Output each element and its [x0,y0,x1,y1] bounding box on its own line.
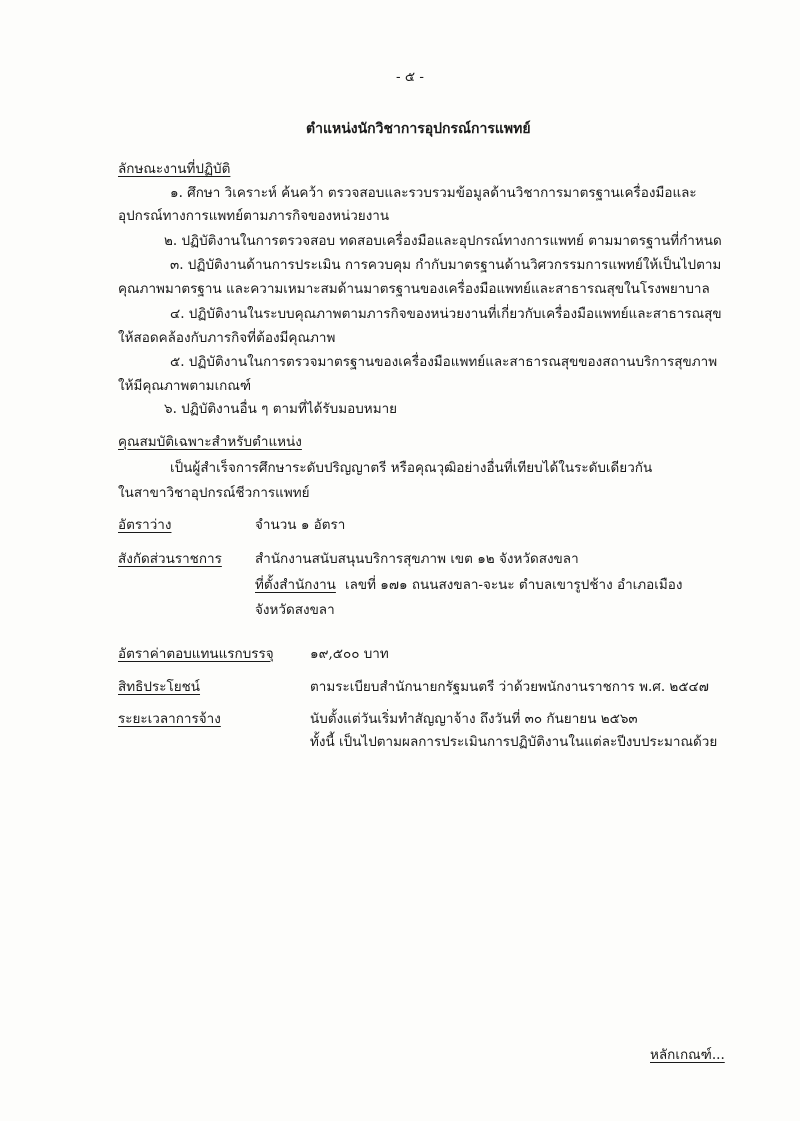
duty-line: ให้สอดคล้องกับภารกิจที่ต้องมีคุณภาพ [118,330,336,346]
duty-line: อุปกรณ์ทางการแพทย์ตามภารกิจของหน่วยงาน [118,208,390,224]
continuation-text: หลักเกณฑ์... [650,1047,725,1063]
salary-label: อัตราค่าตอบแทนแรกบรรจุ [118,646,274,662]
duty-line: ๖. ปฏิบัติงานอื่น ๆ ตามที่ได้รับมอบหมาย [164,401,398,417]
location-cont: จังหวัดสงขลา [255,602,335,618]
term-line-2: ทั้งนี้ เป็นไปตามผลการประเมินการปฏิบัติงานในแต่ละปีงบประมาณด้วย [310,734,718,750]
duties-heading: ลักษณะงานที่ปฏิบัติ [118,161,231,177]
vacancy-label: อัตราว่าง [118,517,172,533]
affiliation-label: สังกัดส่วนราชการ [118,551,222,567]
vacancy-value: จำนวน ๑ อัตรา [255,517,346,533]
duty-line: ๕. ปฏิบัติงานในการตรวจมาตรฐานของเครื่องมือแพทย์และสาธารณสุขของสถานบริการสุขภาพ [170,354,718,370]
duty-line: ๓. ปฏิบัติงานด้านการประเมิน การควบคุม กำกับมาตรฐานด้านวิศวกรรมการแพทย์ให้เป็นไปตาม [170,257,722,273]
duty-line: ๔. ปฏิบัติงานในระบบคุณภาพตามภารกิจของหน่วยงานที่เกี่ยวกับเครื่องมือแพทย์และสาธารณสุข [170,306,722,322]
benefits-label: สิทธิประโยชน์ [118,679,201,695]
page-number: - ๕ - [396,69,424,85]
duty-line: คุณภาพมาตรฐาน และความเหมาะสมด้านมาตรฐานของเครื่องมือแพทย์และสาธารณสุขในโรงพยาบาล [118,281,710,297]
term-line-1: นับตั้งแต่วันเริ่มทำสัญญาจ้าง ถึงวันที่ ๓๐ กันยายน ๒๕๖๓ [310,711,638,727]
affiliation-office: สำนักงานสนับสนุนบริการสุขภาพ เขต ๑๒ จังหวัดสงขลา [255,551,579,567]
qualification-line: เป็นผู้สำเร็จการศึกษาระดับปริญญาตรี หรือคุณวุฒิอย่างอื่นที่เทียบได้ในระดับเดียวกัน [170,460,653,476]
duty-line: ๑. ศึกษา วิเคราะห์ ค้นคว้า ตรวจสอบและรวบรวมข้อมูลด้านวิชาการมาตรฐานเครื่องมือและ [170,185,697,201]
qualification-line: ในสาขาวิชาอุปกรณ์ชีวการแพทย์ [118,485,310,501]
location-label: ที่ตั้งสำนักงาน [255,577,336,593]
duty-line: ให้มีคุณภาพตามเกณฑ์ [118,378,252,394]
salary-value: ๑๙,๕๐๐ บาท [310,646,389,662]
qualifications-heading: คุณสมบัติเฉพาะสำหรับตำแหน่ง [118,434,302,450]
location-value: เลขที่ ๑๗๑ ถนนสงขลา-จะนะ ตำบลเขารูปช้าง อำเภอเมือง [345,577,683,593]
document-title: ตำแหน่งนักวิชาการอุปกรณ์การแพทย์ [306,121,531,137]
term-label: ระยะเวลาการจ้าง [118,711,221,727]
benefits-value: ตามระเบียบสำนักนายกรัฐมนตรี ว่าด้วยพนักงานราชการ พ.ศ. ๒๕๔๗ [310,679,709,695]
duty-line: ๒. ปฏิบัติงานในการตรวจสอบ ทดสอบเครื่องมือและอุปกรณ์ทางการแพทย์ ตามมาตรฐานที่กำหนด [164,233,722,249]
